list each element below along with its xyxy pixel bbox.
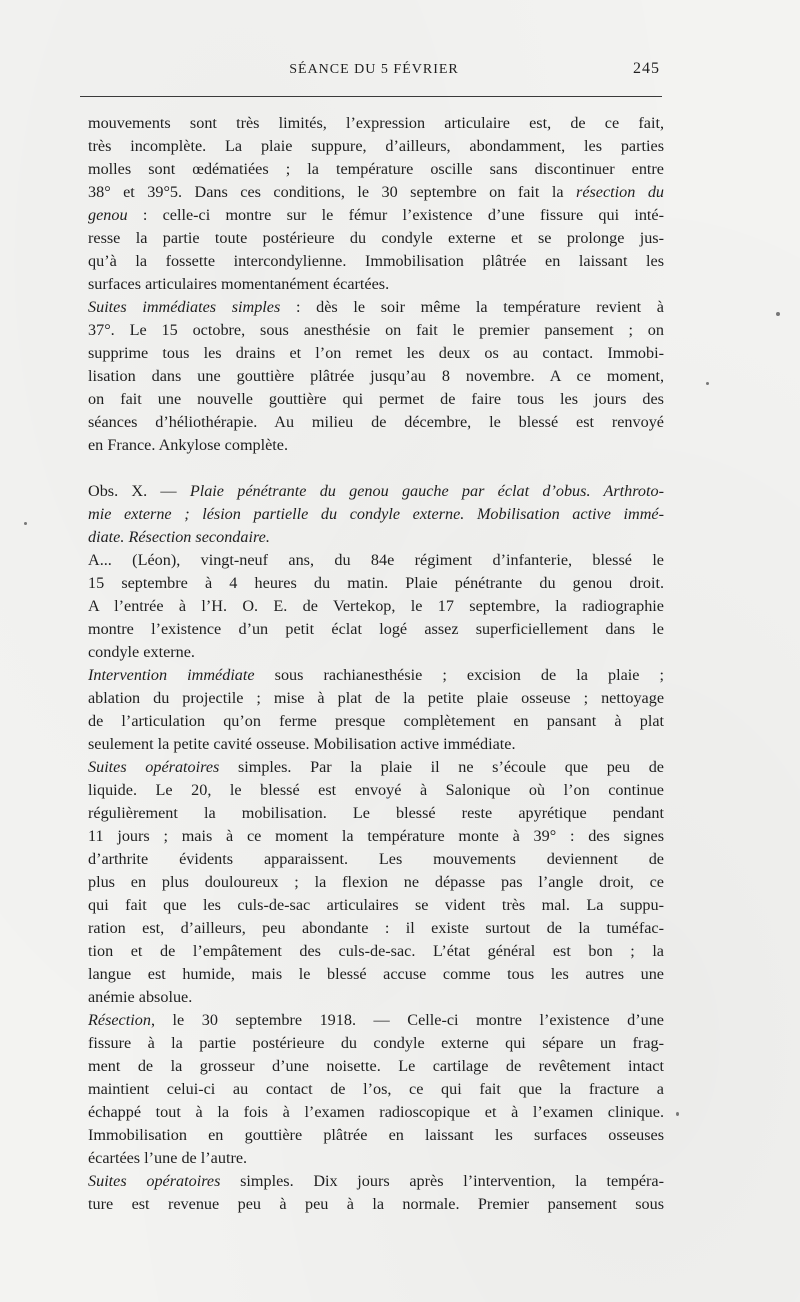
text-line: Suites immédiates simples : dès le soir même la température revient à [88, 298, 664, 316]
scan-speck [676, 1112, 679, 1116]
text-line: maintient celui-ci au contact de l’os, ce qui fait que la fracture a [88, 1080, 664, 1098]
scan-speck [24, 522, 27, 525]
text-line: qu’à la fossette intercondylienne. Immobilisation plâtrée en laissant les [88, 252, 664, 270]
text-line: Intervention immédiate sous rachianesthésie ; excision de la plaie ; [88, 666, 664, 684]
text-line: qui fait que les culs-de-sac articulaires se vident très mal. La suppu- [88, 896, 664, 914]
text-line: mouvements sont très limités, l’expression articulaire est, de ce fait, [88, 114, 664, 132]
text-line: plus en plus douloureux ; la flexion ne dépasse pas l’angle droit, ce [88, 873, 664, 891]
page-header [88, 60, 660, 84]
text-line: séances d’héliothérapie. Au milieu de décembre, le blessé est renvoyé [88, 413, 664, 431]
text-line: ture est revenue peu à peu à la normale. Premier pansement sous [88, 1195, 664, 1213]
text-line: tion et de l’empâtement des culs-de-sac. L’état général est bon ; la [88, 942, 664, 960]
text-line: Résection, le 30 septembre 1918. — Celle-ci montre l’existence d’une [88, 1011, 664, 1029]
observation-heading: mie externe ; lésion partielle du condyle externe. Mobilisation active immé- [88, 505, 664, 523]
text-line: A... (Léon), vingt-neuf ans, du 84e régiment d’infanterie, blessé le [88, 551, 664, 569]
text-line: très incomplète. La plaie suppure, d’ailleurs, abondamment, les parties [88, 137, 664, 155]
text-line: anémie absolue. [88, 988, 193, 1006]
observation-heading: Obs. X. — Plaie pénétrante du genou gauche par éclat d’obus. Arthroto- [88, 482, 664, 500]
text-line: 11 jours ; mais à ce moment la température monte à 39° : des signes [88, 827, 664, 845]
text-line: supprime tous les drains et l’on remet les deux os au contact. Immobi- [88, 344, 664, 362]
text-line: échappé tout à la fois à l’examen radioscopique et à l’examen clinique. [88, 1103, 664, 1121]
text-line: on fait une nouvelle gouttière qui permet de faire tous les jours des [88, 390, 664, 408]
page-number: 245 [633, 60, 660, 77]
text-line: Immobilisation en gouttière plâtrée en laissant les surfaces osseuses [88, 1126, 664, 1144]
running-title: SÉANCE DU 5 FÉVRIER [289, 62, 459, 77]
header-rule [80, 96, 662, 97]
text-line: ration est, d’ailleurs, peu abondante : il existe surtout de la tuméfac- [88, 919, 664, 937]
text-line: molles sont œdématiées ; la température oscille sans discontinuer entre [88, 160, 664, 178]
text-line: régulièrement la mobilisation. Le blessé reste apyrétique pendant [88, 804, 664, 822]
text-line: écartées l’une de l’autre. [88, 1149, 248, 1167]
text-line: A l’entrée à l’H. O. E. de Vertekop, le 17 septembre, la radiographie [88, 597, 664, 615]
scan-speck [706, 382, 709, 385]
text-line: seulement la petite cavité osseuse. Mobilisation active immédiate. [88, 735, 516, 753]
text-line: resse la partie toute postérieure du condyle externe et se prolonge jus- [88, 229, 664, 247]
text-line: de l’articulation qu’on ferme presque complètement en pansant à plat [88, 712, 664, 730]
scan-speck [776, 312, 780, 316]
text-line: montre l’existence d’un petit éclat logé assez superficiellement dans le [88, 620, 664, 638]
text-line: fissure à la partie postérieure du condyle externe qui sépare un frag- [88, 1034, 664, 1052]
text-line: liquide. Le 20, le blessé est envoyé à Salonique où l’on continue [88, 781, 664, 799]
text-line: genou : celle-ci montre sur le fémur l’existence d’une fissure qui inté- [88, 206, 664, 224]
text-line: 38° et 39°5. Dans ces conditions, le 30 septembre on fait la résection du [88, 183, 665, 201]
text-line: Suites opératoires simples. Dix jours après l’intervention, la tempéra- [88, 1172, 664, 1190]
text-line: langue est humide, mais le blessé accuse comme tous les autres une [88, 965, 664, 983]
text-line: surfaces articulaires momentanément écartées. [88, 275, 390, 293]
text-line: d’arthrite évidents apparaissent. Les mouvements deviennent de [88, 850, 664, 868]
text-line: 37°. Le 15 octobre, sous anesthésie on fait le premier pansement ; on [88, 321, 664, 339]
observation-heading: diate. Résection secondaire. [88, 528, 270, 546]
text-line: en France. Ankylose complète. [88, 436, 289, 454]
text-line: Suites opératoires simples. Par la plaie il ne s’écoule que peu de [88, 758, 664, 776]
text-line: condyle externe. [88, 643, 195, 661]
text-line: lisation dans une gouttière plâtrée jusqu’au 8 novembre. A ce moment, [88, 367, 664, 385]
text-line: 15 septembre à 4 heures du matin. Plaie pénétrante du genou droit. [88, 574, 664, 592]
body-text [88, 112, 664, 1216]
text-line: ablation du projectile ; mise à plat de la petite plaie osseuse ; nettoyage [88, 689, 664, 707]
text-line: ment de la grosseur d’une noisette. Le cartilage de revêtement intact [88, 1057, 664, 1075]
